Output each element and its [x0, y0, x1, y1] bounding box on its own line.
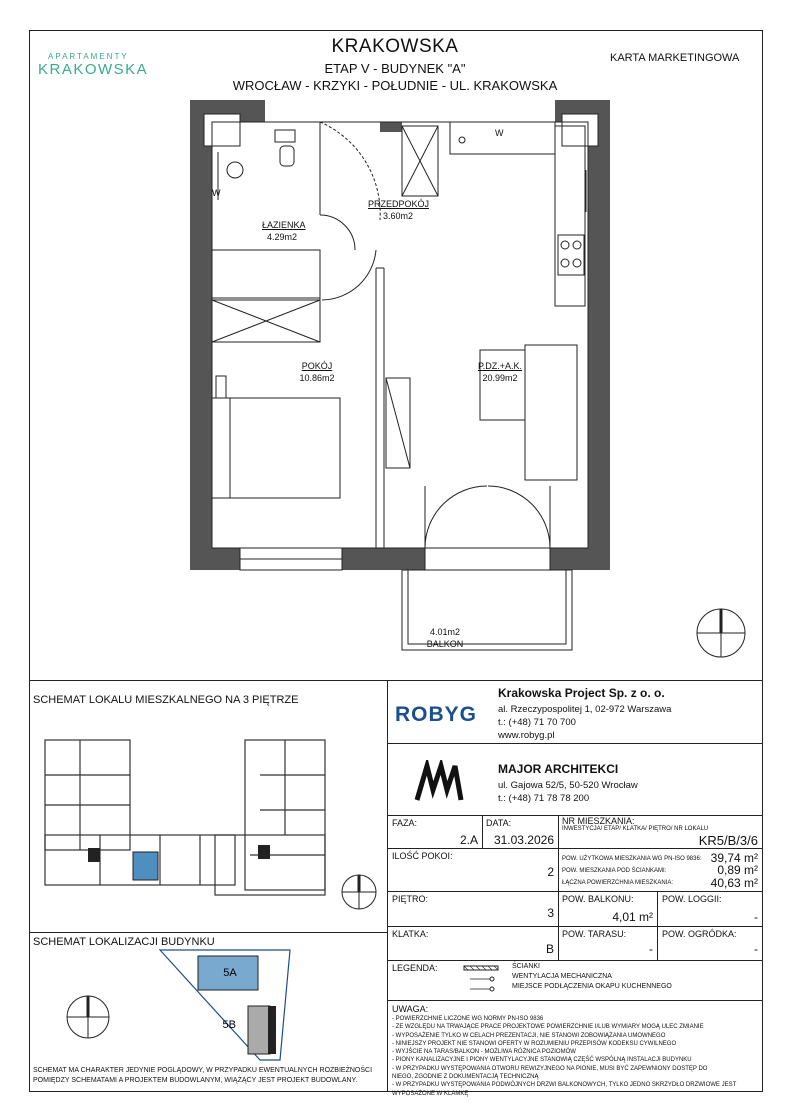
pokoje-value: 2: [547, 865, 554, 879]
note-line: - PIONY KANALIZACYJNE I PIONY WENTYLACYJNE STANOWIĄ CZĘŚĆ WSPÓLNĄ INSTALACJI BUDYNKU: [392, 1057, 692, 1064]
room-label-bathroom: [262, 219, 306, 243]
developer-name: Krakowska Project Sp. z o. o.: [498, 686, 665, 700]
scianki-label: POW. MIESZKANIA POD ŚCIANKAMI:: [562, 868, 667, 874]
room-name: POKÓJ: [301, 361, 333, 371]
note-line: WYPOSAŻONE W KLAMKĘ: [392, 1090, 469, 1097]
note-line: - WYPOSAŻENIE TYLKO W CELACH PREZENTACJI, NIE STANOWI ZOBOWIĄZANIA UMOWNEGO: [392, 1032, 666, 1039]
room-name: BALKON: [426, 639, 464, 649]
room-area: 4.01m2: [429, 627, 461, 637]
vent-mark-kitchen: W: [495, 128, 504, 138]
brand-logo: [38, 52, 173, 78]
room-name: PRZEDPOKÓJ: [368, 199, 430, 209]
balkon-label: POW. BALKONU:: [562, 894, 634, 904]
pokoje-label: ILOŚĆ POKOI:: [392, 851, 453, 861]
brand-logo-top: APARTAMENTY: [48, 52, 129, 61]
room-label-bedroom: [292, 360, 342, 384]
brand-logo-main: KRAKOWSKA: [38, 61, 149, 78]
pietro-label: PIĘTRO:: [392, 894, 429, 904]
note-line: - W PRZYPADKU WYSTĘPOWANIA OTWORU REWIZYJNEGO NA PIONIE, MUSI BYĆ ZAPEWNIONY DOSTĘP DO: [392, 1065, 708, 1072]
nr-label: NR MIESZKANIA:: [562, 816, 635, 826]
legend-items: [512, 962, 672, 992]
legend-item: ŚCIANKI: [512, 963, 541, 970]
room-area: 4.29m2: [266, 232, 298, 242]
doc-type: KARTA MARKETINGOWA: [610, 52, 740, 64]
room-label-balcony: [425, 626, 465, 650]
architect-logo-icon: [413, 760, 465, 809]
page-subtitle: ETAP V - BUDYNEK "A": [324, 61, 466, 76]
note-line: - WYJŚCIE NA TARAS/BALKON - MOŻLIWA RÓŻNICA POZIOMÓW: [392, 1049, 576, 1056]
uzytkowa-label: POW. UŻYTKOWA MIESZKANIA WG PN-ISO 9836:: [562, 856, 702, 862]
developer-web[interactable]: www.robyg.pl: [498, 730, 555, 741]
laczna-label: ŁĄCZNA POWIERZCHNIA MIESZKANIA:: [562, 880, 674, 886]
room-name: P.DZ.+A.K.: [477, 361, 523, 371]
developer-phone: t.: (+48) 71 70 700: [498, 717, 576, 728]
nr-sublabel: INWESTYCJA/ ETAP/ KLATKA/ PIĘTRO/ NR LOKALU: [562, 826, 709, 832]
developer-info: [498, 686, 671, 742]
legend-symbols: [462, 965, 500, 1000]
note-line: - NINIEJSZY PROJEKT NIE STANOWI OFERTY W ROZUMIENIU PRZEPISÓW KODEKSU CYWILNEGO: [392, 1040, 677, 1047]
divider: [29, 680, 763, 681]
wall-south-mid: [342, 548, 425, 570]
north-arrow-building-icon: [65, 994, 111, 1045]
klatka-label: KLATKA:: [392, 929, 429, 939]
ogrodek-label: POW. OGRÓDKA:: [662, 929, 737, 939]
ogrodek-value: -: [754, 942, 758, 956]
balkon-value: 4,01 m²: [612, 910, 653, 924]
uzytkowa-value: 39,74 m²: [710, 851, 758, 865]
architect-address: ul. Gajowa 52/5, 50-520 Wrocław: [498, 780, 638, 791]
floor-schema-map: [40, 735, 330, 920]
architect-info: [498, 762, 638, 805]
room-area: 10.86m2: [299, 373, 335, 383]
data-value: 31.03.2026: [493, 833, 554, 847]
room-label-living: [470, 360, 530, 384]
building-label-b: 5B: [222, 1019, 236, 1031]
room-name: ŁAZIENKA: [262, 220, 306, 230]
note-line: - W PRZYPADKU WYSTĘPOWANIA PODWÓJNYCH DRZWI BALKONOWYCH, TYLKO JEDNO SKRZYDŁO DRZWIOWE JEST: [392, 1082, 737, 1089]
faza-label: FAZA:: [392, 818, 418, 828]
developer-address: al. Rzeczypospolitej 1, 02-972 Warszawa: [498, 704, 672, 715]
schema-building-title: SCHEMAT LOKALIZACJI BUDYNKU: [33, 936, 215, 948]
floor-plan: [190, 100, 610, 680]
klatka-value: B: [545, 942, 554, 956]
loggia-label: POW. LOGGII:: [662, 894, 722, 904]
wall-east: [588, 100, 610, 570]
schema-floor-title: SCHEMAT LOKALU MIESZKALNEGO NA 3 PIĘTRZE: [33, 694, 299, 706]
loggia-value: -: [754, 910, 758, 924]
building-schema-map: [140, 948, 300, 1068]
room-area: 3.60m2: [382, 211, 414, 221]
note-line: - ZE WZGLĘDU NA TRWAJĄCE PRACE PROJEKTOWE POWIERZCHNIE I/LUB WYMIARY MOGĄ ULEC ZMIANIE: [392, 1024, 704, 1031]
architect-phone: t.: (+48) 71 78 78 200: [498, 793, 590, 804]
legend-item: WENTYLACJA MECHANICZNA: [512, 973, 612, 980]
developer-logo: ROBYG: [395, 703, 478, 726]
legend-item: MIEJSCE PODŁĄCZENIA OKAPU KUCHENNEGO: [512, 983, 672, 990]
page-title: KRAKOWSKA: [331, 36, 459, 57]
note-line: NIEGO, ZGODNIE Z DOKUMENTACJĄ TECHNICZNĄ: [392, 1074, 539, 1081]
scianki-value: 0,89 m²: [717, 863, 758, 877]
pietro-value: 3: [547, 906, 554, 920]
architect-name: MAJOR ARCHITEKCI: [498, 762, 619, 776]
taras-label: POW. TARASU:: [562, 929, 627, 939]
building-label-a: 5A: [223, 967, 237, 979]
page-address: WROCŁAW - KRZYKI - POŁUDNIE - UL. KRAKOWSKA: [232, 78, 558, 93]
nr-value: KR5/B/3/6: [698, 833, 758, 848]
apartment-highlight: [133, 852, 158, 880]
north-arrow-small-icon: [340, 873, 378, 916]
wall-south-left: [190, 548, 240, 570]
north-arrow-icon: [695, 607, 747, 664]
schema-disclaimer: SCHEMAT MA CHARAKTER JEDYNIE POGLĄDOWY, W PRZYPADKU EWENTUALNYCH ROZBIEŻNOŚCI POMIĘDZY SCHEMATAMI A PROJEKTEM BUDOWLANYM, WIĄŻĄCY JEST PROJEKT BUDOWLANY.: [33, 1067, 373, 1084]
column-ne: [562, 114, 598, 146]
wall-south-right: [550, 548, 610, 570]
vent-mark-bath: W: [212, 188, 221, 198]
legend-title: LEGENDA:: [392, 963, 438, 973]
room-label-hall: [368, 198, 428, 222]
notes-list: [392, 1015, 760, 1098]
note-line: - POWIERZCHNIE LICZONE WG NORMY PN-ISO 9836: [392, 1016, 544, 1022]
divider: [387, 680, 388, 1092]
column-nw: [204, 114, 240, 146]
taras-value: -: [649, 942, 653, 956]
room-area: 20.99m2: [482, 373, 518, 383]
notes-title: UWAGA:: [392, 1004, 429, 1014]
wall-west: [190, 100, 212, 570]
data-label: DATA:: [486, 818, 512, 828]
laczna-value: 40,63 m²: [710, 876, 758, 890]
faza-value: 2.A: [459, 833, 478, 847]
